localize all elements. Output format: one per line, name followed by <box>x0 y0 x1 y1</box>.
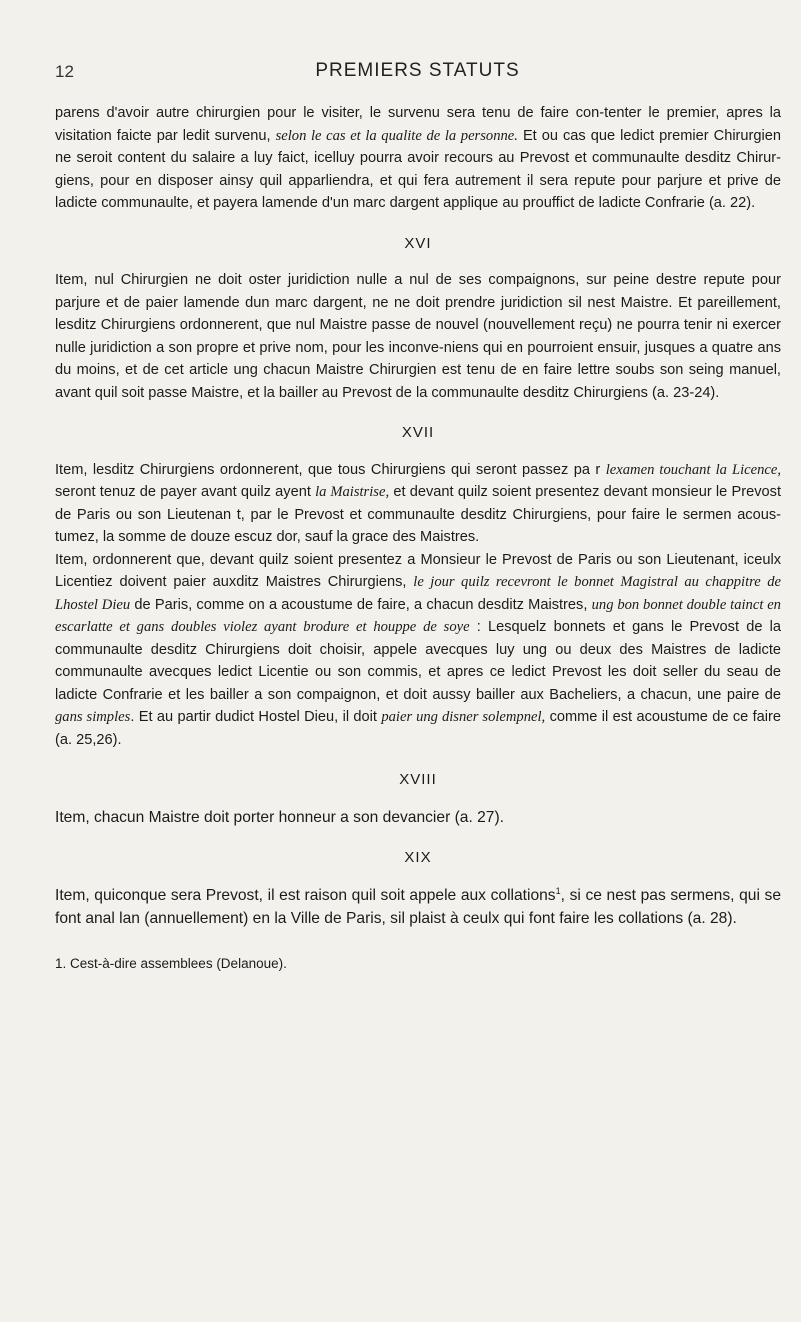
text-run: : Lesquelz bonnets et gans le Prevost de la communaulte desditz Chirurgiens doit choisir, appele avecques luy ung ou deux des Maistres de ladicte communaulte avecques ledict Licentie ou son commis, et apres ce ledict Prevost les doit seller du seau de ladicte Confrarie et les bailler a son compaignon, et doit aussy bailler aux Bacheliers, a chacun, une paire de <box>55 619 782 703</box>
text-run: de Paris, comme on a acoustume de faire, a chacun desditz Maistres, <box>130 596 592 613</box>
italic-run: paier ung disner solempnel, <box>381 709 546 725</box>
body-text <box>55 102 781 975</box>
article-number-xviii: XVIII <box>399 771 437 788</box>
text-run: Item, quiconque sera Prevost, il est raison quil soit appele aux collations <box>55 886 556 904</box>
text-run: , si ce nest pas sermens, qui se font anal lan (annuellement) en la Ville de Paris, sil plaist à ceulx qui font faire les collations (a. 28). <box>55 886 781 927</box>
italic-run: ung bon bonnet double tainct en escarlatte et gans doubles violez ayant brodure et houppe de soye <box>55 596 781 635</box>
text-run: Et ou cas que ledict premier Chirurgien ne seroit content du salaire a luy faict, icelluy pourra avoir recours au Prevost et communaulte desditz Chirur-giens, pour en disposer ainsy quil apparliendra, et qui fera autrement il sera repute pour parjure et prive de ladicte communaulte, et payera lamende d'un marc dargent applique au prouffict de ladicte Confrarie (a. 22). <box>55 127 781 211</box>
article-xvi-text: Item, nul Chirurgien ne doit oster juridiction nulle a nul de ses compaignons, sur peine destre repute pour parjure et de paier lamende dun marc dargent, ne ne doit prendre juridiction sil nest Maistre. Et pareillement, lesditz Chirurgiens ordonnerent, que nul Maistre passe de nouvel (nouvellement reçu) ne pourra tenir ni exercer nulle juridiction a son propre et prive nom, pour les inconve-niens qui en pourroient ensuir, jusques a quatre ans du moins, et de cet article ung chacun Maistre Chirurgien est tenu de en faire lettre soubs son seing manuel, avant quil soit passe Maistre, et la bailler au Prevost de la communaulte desditz Chirurgiens (a. 23-24). <box>55 272 781 401</box>
running-title: PREMIERS STATUTS <box>315 60 520 81</box>
article-number-xvi: XVI <box>404 234 432 252</box>
italic-run: le jour quilz recevront le bonnet Magistral au chappitre de Lhostel Dieu <box>55 574 781 613</box>
paragraph-intro <box>55 102 781 215</box>
footnote: 1. Cest-à-dire assemblees (Delanoue). <box>55 955 287 971</box>
text-run: comme il est acoustume de ce faire (a. 25,26). <box>55 709 781 748</box>
text-run: et devant quilz soient presentez devant monsieur le Prevost de Paris ou son Lieutenan t, par le Prevost et communaulte desditz Chirurgiens, pour faire le sermen acous-tumez, la somme de douze escuz dor, sauf la grace des Maistres. <box>55 484 782 545</box>
article-xvii-paragraph-2 <box>55 549 781 752</box>
page-number: 12 <box>55 62 74 81</box>
article-number-xix: XIX <box>404 849 432 866</box>
text-run: . Et au partir dudict Hostel Dieu, il doit <box>130 709 382 725</box>
page-header <box>55 60 780 90</box>
italic-run: lexamen touchant la Licence, <box>605 461 782 478</box>
article-xix-text <box>55 884 781 931</box>
text-run: Item, lesditz Chirurgiens ordonnerent, que tous Chirurgiens qui seront passez pa r <box>55 461 606 478</box>
italic-run: gans simples <box>55 709 131 725</box>
article-xvii-paragraph-1 <box>55 459 781 549</box>
text-run: seront tenuz de payer avant quilz ayent <box>55 484 316 500</box>
article-xviii-text: Item, chacun Maistre doit porter honneur a son devancier (a. 27). <box>55 808 504 826</box>
footnote-marker: 1 <box>555 885 561 896</box>
italic-run: la Maistrise, <box>315 484 390 500</box>
text-run: parens d'avoir autre chirurgien pour le visiter, le survenu sera tenu de faire con-tenter le premier, apres la visitation faicte par ledit survenu, <box>55 105 781 144</box>
article-number-xvii: XVII <box>401 424 435 441</box>
text-run: Item, ordonnerent que, devant quilz soient presentez a Monsieur le Prevost de Paris ou son Lieutenant, iceulx Licentiez doivent paier auxditz Maistres Chirurgiens, <box>55 551 781 590</box>
italic-run: selon le cas et la qualite de la personne. <box>275 127 518 144</box>
